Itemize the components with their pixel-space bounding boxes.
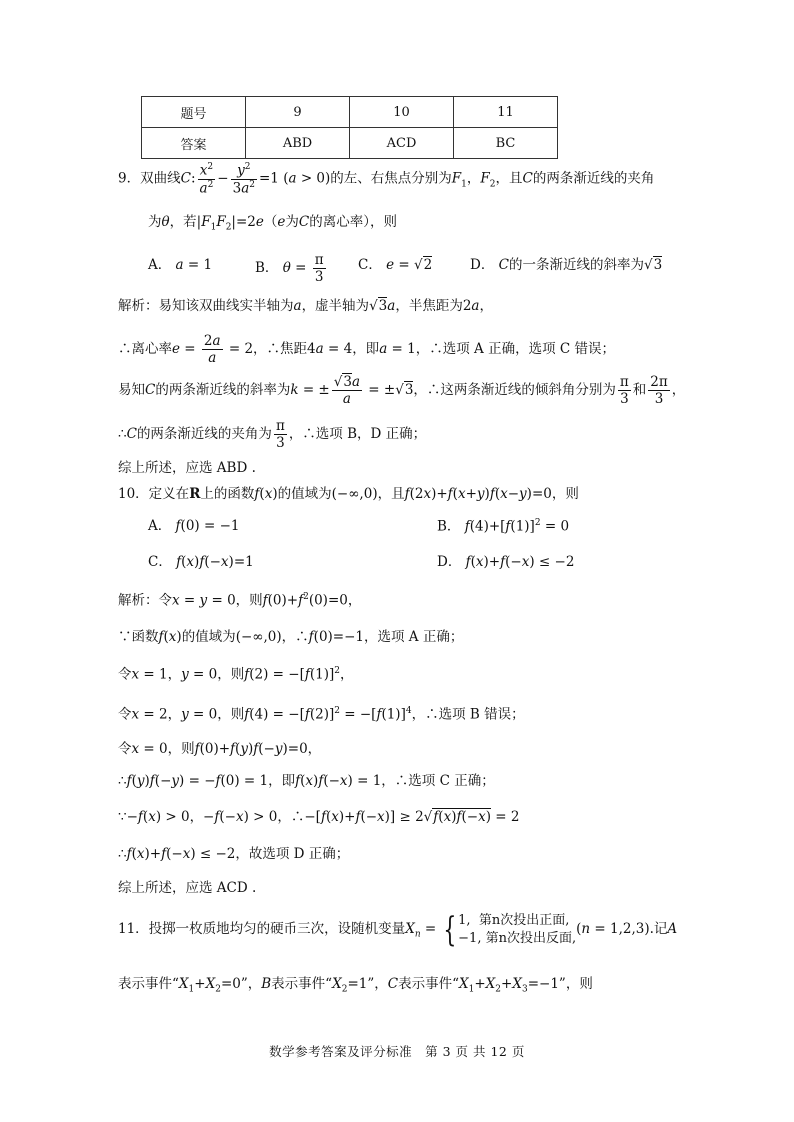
- table-row: [142, 128, 558, 159]
- q9-stem-line1: 9．双曲线C: $\frac{x^2}{a^2}$ − $\frac{y^2}{3a^2}$ =1 (a > 0)的左、右焦点分别为$F_1$，$F_2$，且C的两条渐近线的夹角: [118, 162, 655, 197]
- q9-solution-summary: 综上所述，应选 ABD .: [118, 460, 256, 476]
- page-footer: 数学参考答案及评分标准 第 3 页 共 12 页: [269, 1044, 525, 1059]
- q9-option-d: D． C的一条渐近线的斜率为√3: [470, 257, 663, 273]
- q9-solution-line2: ∴离心率e = $\frac{2a}{a}$ = 2，∴焦距4a = 4，即a = 1，∴选项 A 正确，选项 C 错误；: [118, 333, 615, 367]
- q10-solution-line1: 解析：令x = y = 0，则$f(0)+f^2(0)=0$，: [118, 592, 362, 609]
- q10-solution-summary: 综上所述，应选 ACD .: [118, 880, 257, 896]
- table-cell: ABD: [246, 128, 350, 159]
- q10-stem: 10．定义在R上的函数f(x)的值域为(−∞,0)，且f(2x)+f(x+y)f(x−y)=0，则: [118, 486, 579, 502]
- q9-stem-line2: 为θ，若$|F_1F_2|=2e(e$为C的离心率），则: [148, 214, 397, 233]
- q10-solution-line2: ∵函数f(x)的值域为(−∞,0)，∴f(0)=−1，选项 A 正确；: [118, 629, 464, 645]
- q10-option-a: A． f(0) = −1: [148, 518, 240, 534]
- table-header-row: [142, 97, 558, 128]
- answer-table: [141, 96, 558, 159]
- q11-stem-line1: 11．投掷一枚质地均匀的硬币三次，设随机变量$X_n$ = { 1, 第n次投出正面, −1, 第n次投出反面, (n = 1,2,3).记A: [118, 909, 678, 950]
- q9-solution-line1: 解析：易知该双曲线实半轴为a，虚半轴为√3a，半焦距为2a，: [118, 298, 493, 314]
- q10-solution-line5: 令x = 0，则f(0)+f(y)f(−y)=0，: [118, 741, 322, 757]
- table-cell: 9: [246, 97, 350, 128]
- q10-solution-line4: 令x = 2，y = 0，则$f(4) = -[f(2)]^2 = -[f(1)]^4$，∴选项 B 错误；: [118, 706, 525, 723]
- q9-option-a: A． a = 1: [148, 257, 213, 273]
- q9-solution-line3: 易知C的两条渐近线的斜率为k = ± $\frac{√3a}{a}$ = ±√3，∴这两条渐近线的倾斜角分别为 $\frac{\pi}{3}$ 和 $\frac{2\pi}{3}$ ，: [118, 374, 686, 408]
- q10-option-d: D． f(x)+f(−x) ≤ −2: [437, 554, 575, 570]
- q9-option-b: B． θ = $\frac{\pi}{3}$: [255, 252, 324, 286]
- table-cell: BC: [454, 128, 558, 159]
- table-cell: ACD: [350, 128, 454, 159]
- q10-solution-line8: ∴f(x)+f(−x) ≤ −2，故选项 D 正确；: [118, 846, 350, 862]
- table-cell: 10: [350, 97, 454, 128]
- q10-solution-line7: ∵−f(x) > 0，−f(−x) > 0，∴−[f(x)+f(−x)] ≥ 2√f(x)f(−x) = 2: [118, 809, 520, 825]
- table-cell: 11: [454, 97, 558, 128]
- q9-solution-line4: ∴C的两条渐近线的夹角为 $\frac{\pi}{3}$ ，∴选项 B，D 正确；: [118, 418, 427, 452]
- q10-option-b: B． $f(4)+[f(1)]^2 = 0$: [437, 518, 570, 535]
- table-cell: 答案: [142, 128, 246, 159]
- q10-solution-line6: ∴f(y)f(−y) = −f(0) = 1，即f(x)f(−x) = 1，∴选项 C 正确；: [118, 773, 495, 789]
- table-cell: 题号: [142, 97, 246, 128]
- q10-option-c: C． f(x)f(−x)=1: [148, 554, 254, 570]
- q11-stem-line2: 表示事件“$X_1+X_2=0$”，B表示事件“$X_2=1$”，C表示事件“$X_1+X_2+X_3=-1$”，则: [118, 976, 593, 995]
- q9-option-c: C． e = √2: [358, 257, 433, 273]
- q10-solution-line3: 令x = 1，y = 0，则$f(2) = -[f(1)]^2$，: [118, 666, 354, 683]
